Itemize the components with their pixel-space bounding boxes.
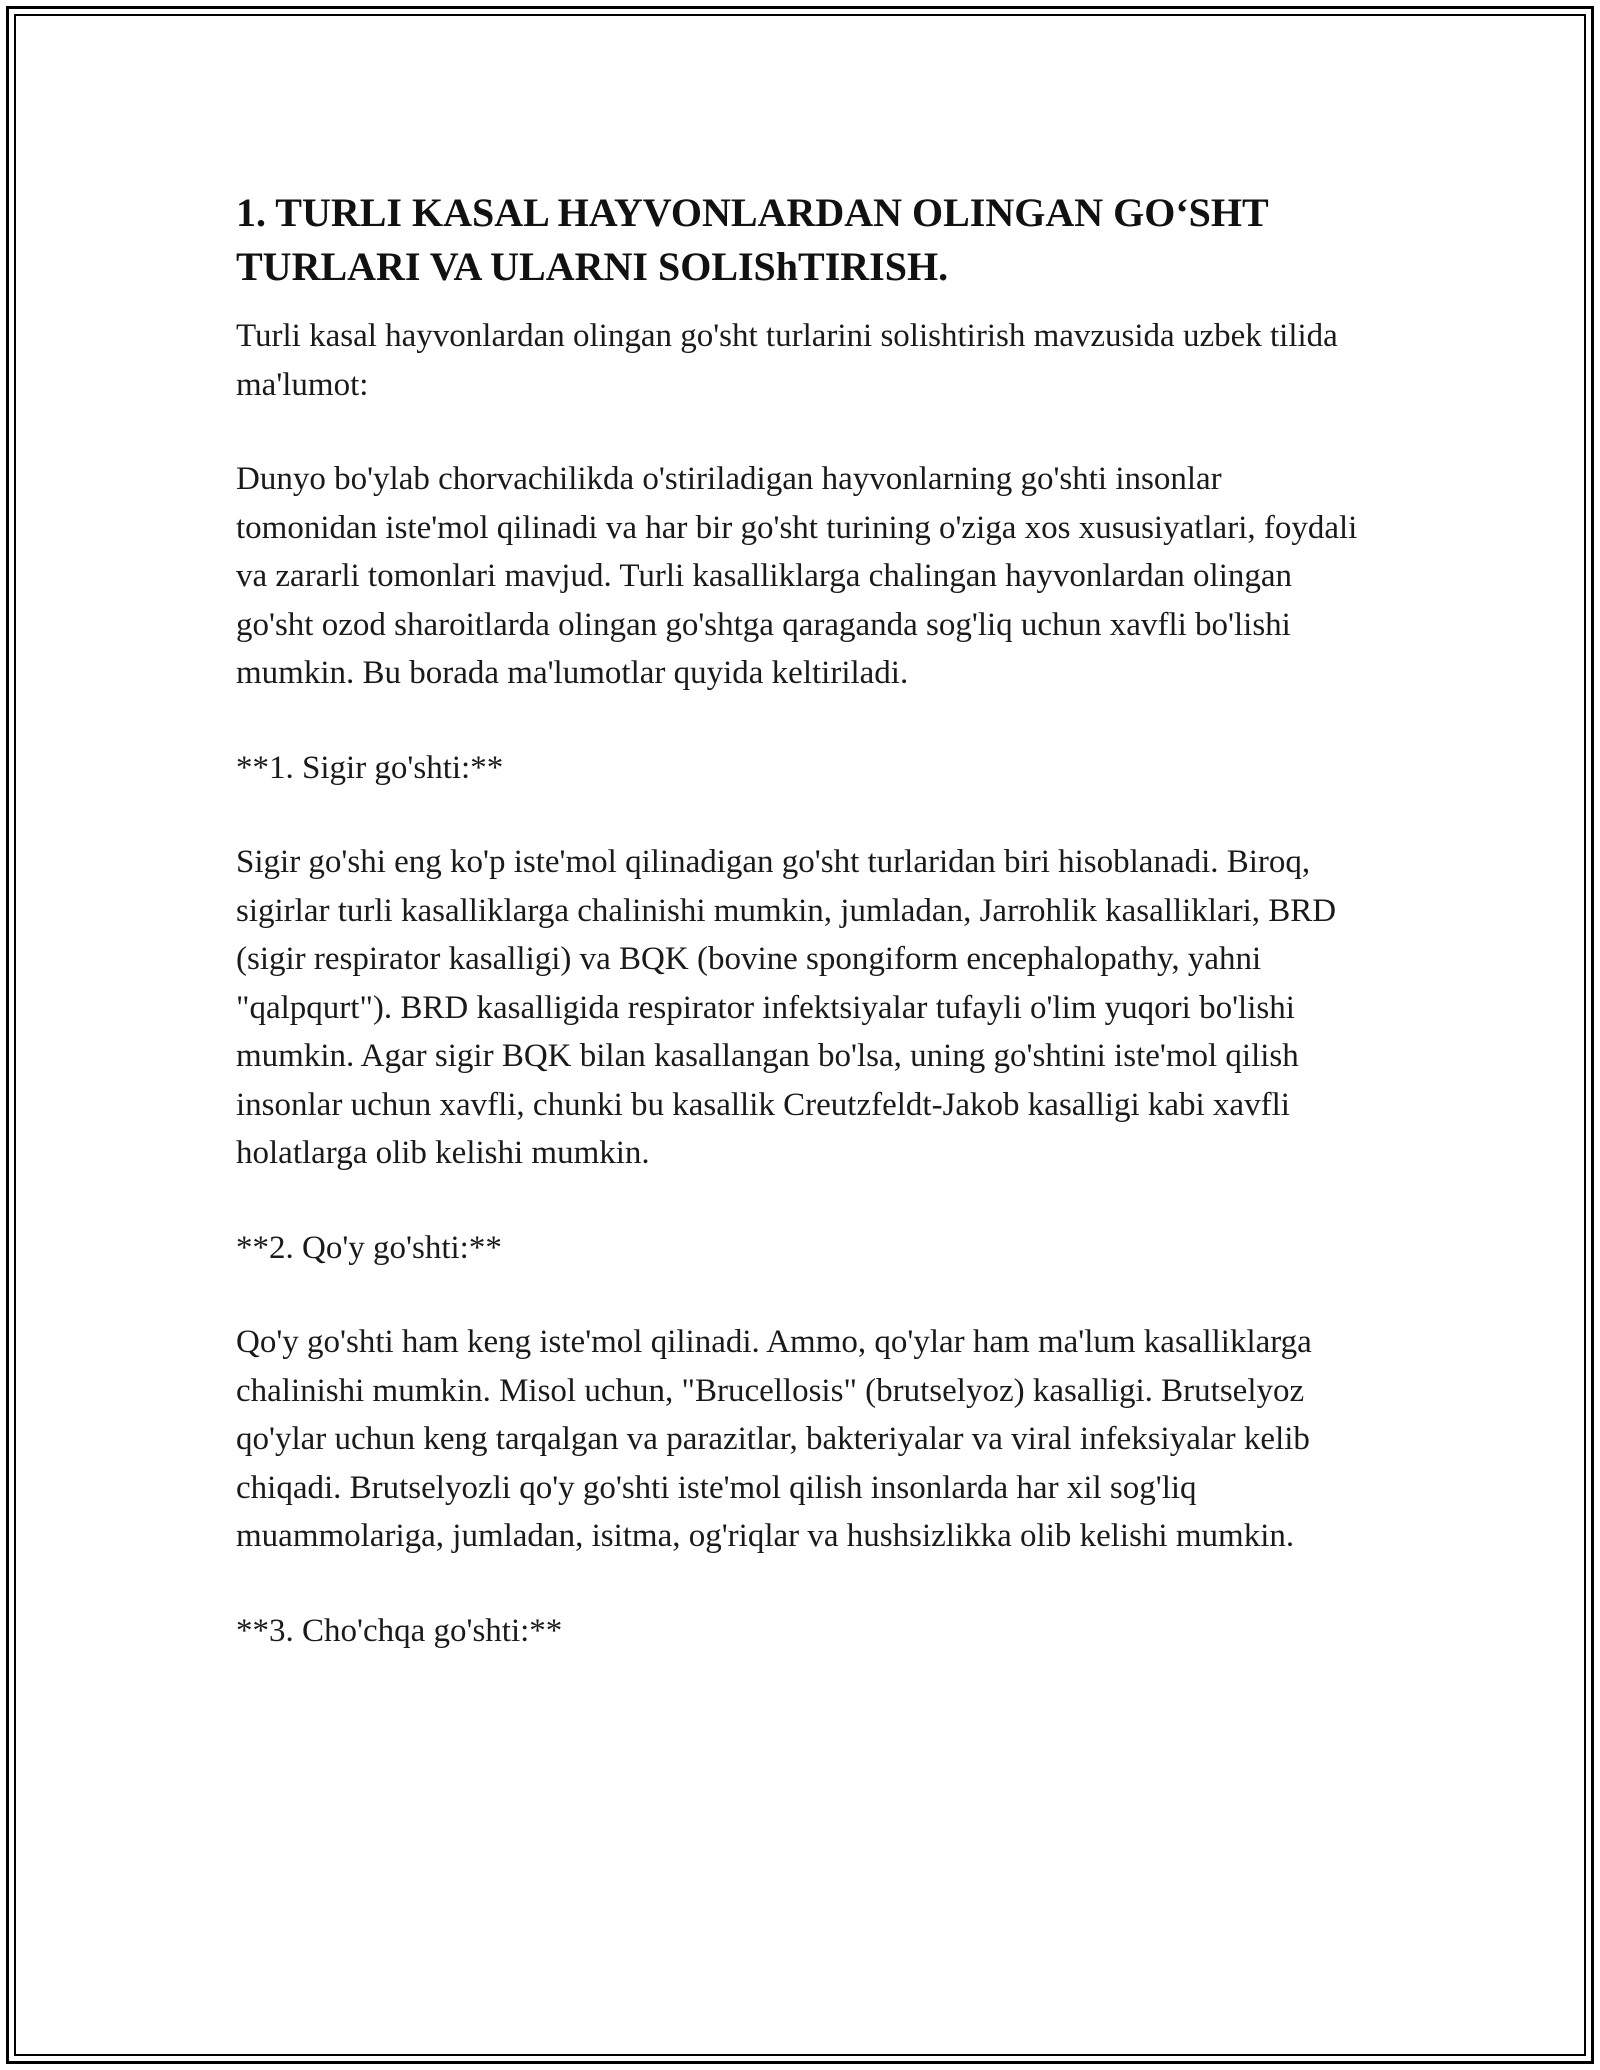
section-heading-chochqa: **3. Cho'chqa go'shti:** bbox=[236, 1612, 563, 1649]
overview-paragraph: Dunyo bo'ylab chorvachilikda o'stiriladigan hayvonlarning go'shti insonlar tomonidan iste'mol qilinadi va har bir go'sht turining o'ziga xos xususiyatlari, foydali va zararli tomonlari mavjud. Turli kasalliklarga chalingan hayvonlardan olingan go'sht ozod sharoitlarda olingan go'shtga qaraganda sog'liq uchun xavfli bo'lishi mumkin. Bu borada ma'lumotlar quyida keltiriladi. bbox=[236, 461, 1358, 691]
section-heading-sigir: **1. Sigir go'shti:** bbox=[236, 749, 504, 786]
document-body bbox=[236, 186, 1366, 1655]
intro-paragraph: Turli kasal hayvonlardan olingan go'sht turlarini solishtirish mavzusida uzbek tilida ma'lumot: bbox=[236, 318, 1338, 403]
section-heading-qoy: **2. Qo'y go'shti:** bbox=[236, 1229, 502, 1266]
title-line-1: 1. TURLI KASAL HAYVONLARDAN OLINGAN GO‘SHT bbox=[236, 190, 1269, 235]
title-line-2: TURLARI VA ULARNI SOLIShTIRISH. bbox=[236, 244, 949, 289]
sigir-paragraph: Sigir go'shi eng ko'p iste'mol qilinadigan go'sht turlaridan biri hisoblanadi. Biroq, sigirlar turli kasalliklarga chalinishi mumkin, jumladan, Jarrohlik kasalliklari, BRD (sigir respirator kasalligi) va BQK (bovine spongiform encephalopathy, yahni "qalpqurt"). BRD kasalligida respirator infektsiyalar tufayli o'lim yuqori bo'lishi mumkin. Agar sigir BQK bilan kasallangan bo'lsa, uning go'shtini iste'mol qilish insonlar uchun xavfli, chunki bu kasallik Creutzfeldt-Jakob kasalligi kabi xavfli holatlarga olib kelishi mumkin. bbox=[236, 844, 1337, 1171]
qoy-paragraph: Qo'y go'shti ham keng iste'mol qilinadi. Ammo, qo'ylar ham ma'lum kasalliklarga chalinishi mumkin. Misol uchun, "Brucellosis" (brutselyoz) kasalligi. Brutselyoz qo'ylar uchun keng tarqalgan va parazitlar, bakteriyalar va viral infeksiyalar kelib chiqadi. Brutselyozli qo'y go'shti iste'mol qilish insonlarda har xil sog'liq muammolariga, jumladan, isitma, og'riqlar va hushsizlikka olib kelishi mumkin. bbox=[236, 1324, 1312, 1554]
page-title bbox=[236, 186, 1366, 294]
